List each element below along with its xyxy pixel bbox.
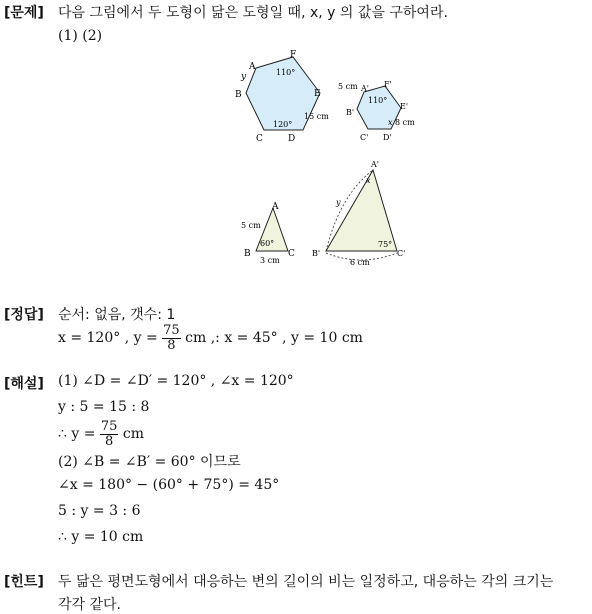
tri-big-label-B: B': [312, 249, 321, 258]
hex-left-label-C: C: [256, 134, 263, 144]
tri-small-side-BC: 3 cm: [260, 256, 280, 265]
hex-right-side-AF: 5 cm: [338, 82, 358, 91]
answer-fraction: $\frac{75}{8}$: [163, 322, 180, 353]
answer-line2-a: x = 120° , y =: [58, 330, 163, 346]
hint-line1: 두 닮은 평면도형에서 대응하는 변의 길이의 비는 일정하고, 대응하는 각의 크기는: [58, 574, 554, 590]
hex-left-label-E: E: [314, 89, 321, 99]
tri-big-angle-C: 75°: [378, 240, 393, 249]
hex-right-label-D: D': [383, 133, 392, 142]
hex-left-label-D: D: [288, 134, 296, 144]
solution-fraction: $\frac{75}{8}$: [100, 418, 118, 449]
hex-left-label-y: y: [241, 72, 247, 82]
tri-big-label-y: y: [336, 198, 341, 207]
triangle-big: [326, 170, 397, 251]
solution-tag: [해설]: [4, 376, 44, 392]
hex-left-label-A: A: [249, 62, 256, 72]
hex-right-label-x: x: [388, 118, 393, 127]
answer-line1: 순서: 없음, 갯수: 1: [58, 307, 176, 323]
hex-right-side-DE: 8 cm: [395, 118, 415, 127]
tri-small-side-AB: 5 cm: [241, 221, 261, 230]
solution-line1: (1) ∠D = ∠D′ = 120° , ∠x = 120°: [58, 373, 294, 389]
hex-right-angle: 110°: [368, 96, 388, 105]
hex-left-angle-D: 120°: [273, 120, 293, 129]
tri-big-side-BC: 6 cm: [350, 258, 370, 267]
hex-right-label-F: F': [384, 80, 392, 89]
tri-small-label-C: C: [288, 249, 295, 259]
solution-line3: ∴ y = $\frac{75}{8}$ cm: [58, 418, 145, 449]
solution-line7: ∴ y = 10 cm: [58, 529, 144, 545]
tri-big-label-x: x: [366, 176, 371, 185]
tri-small-label-B: B: [244, 249, 251, 259]
tri-small-label-A: A: [272, 202, 279, 212]
hex-left-side-DE: 15 cm: [304, 112, 329, 121]
solution-line2: y : 5 = 15 : 8: [58, 399, 150, 415]
hint-tag: [힌트]: [4, 574, 44, 590]
hex-right-label-C: C': [360, 133, 369, 142]
hex-left-label-B: B: [235, 90, 242, 100]
tri-big-label-C: C': [397, 249, 406, 258]
problem-sub-labels: (1) (2): [58, 28, 103, 44]
solution-line5: ∠x = 180° − (60° + 75°) = 45°: [58, 477, 280, 493]
answer-line2-b: cm ,: x = 45° , y = 10 cm: [180, 330, 363, 346]
answer-tag: [정답]: [4, 307, 44, 323]
hexagon-figure: [230, 45, 430, 150]
tri-small-angle-B: 60°: [260, 239, 275, 248]
hex-right-label-B: B': [346, 108, 355, 117]
problem-question: 다음 그림에서 두 도형이 닮은 도형일 때, x, y 의 값을 구하여라.: [58, 5, 448, 21]
hex-left-label-F: F: [290, 50, 297, 60]
hint-line2: 각각 같다.: [58, 597, 121, 613]
hex-right-label-A: A': [361, 84, 369, 93]
hex-left-angle-F: 110°: [276, 68, 296, 77]
solution-line4: (2) ∠B = ∠B′ = 60° 이므로: [58, 454, 241, 470]
answer-line2: [58, 320, 363, 356]
problem-tag: [문제]: [4, 5, 44, 21]
solution-line6: 5 : y = 3 : 6: [58, 503, 141, 519]
triangle-figure: [240, 155, 415, 270]
hex-right-label-E: E': [400, 102, 409, 111]
tri-big-label-A: A': [371, 160, 379, 169]
